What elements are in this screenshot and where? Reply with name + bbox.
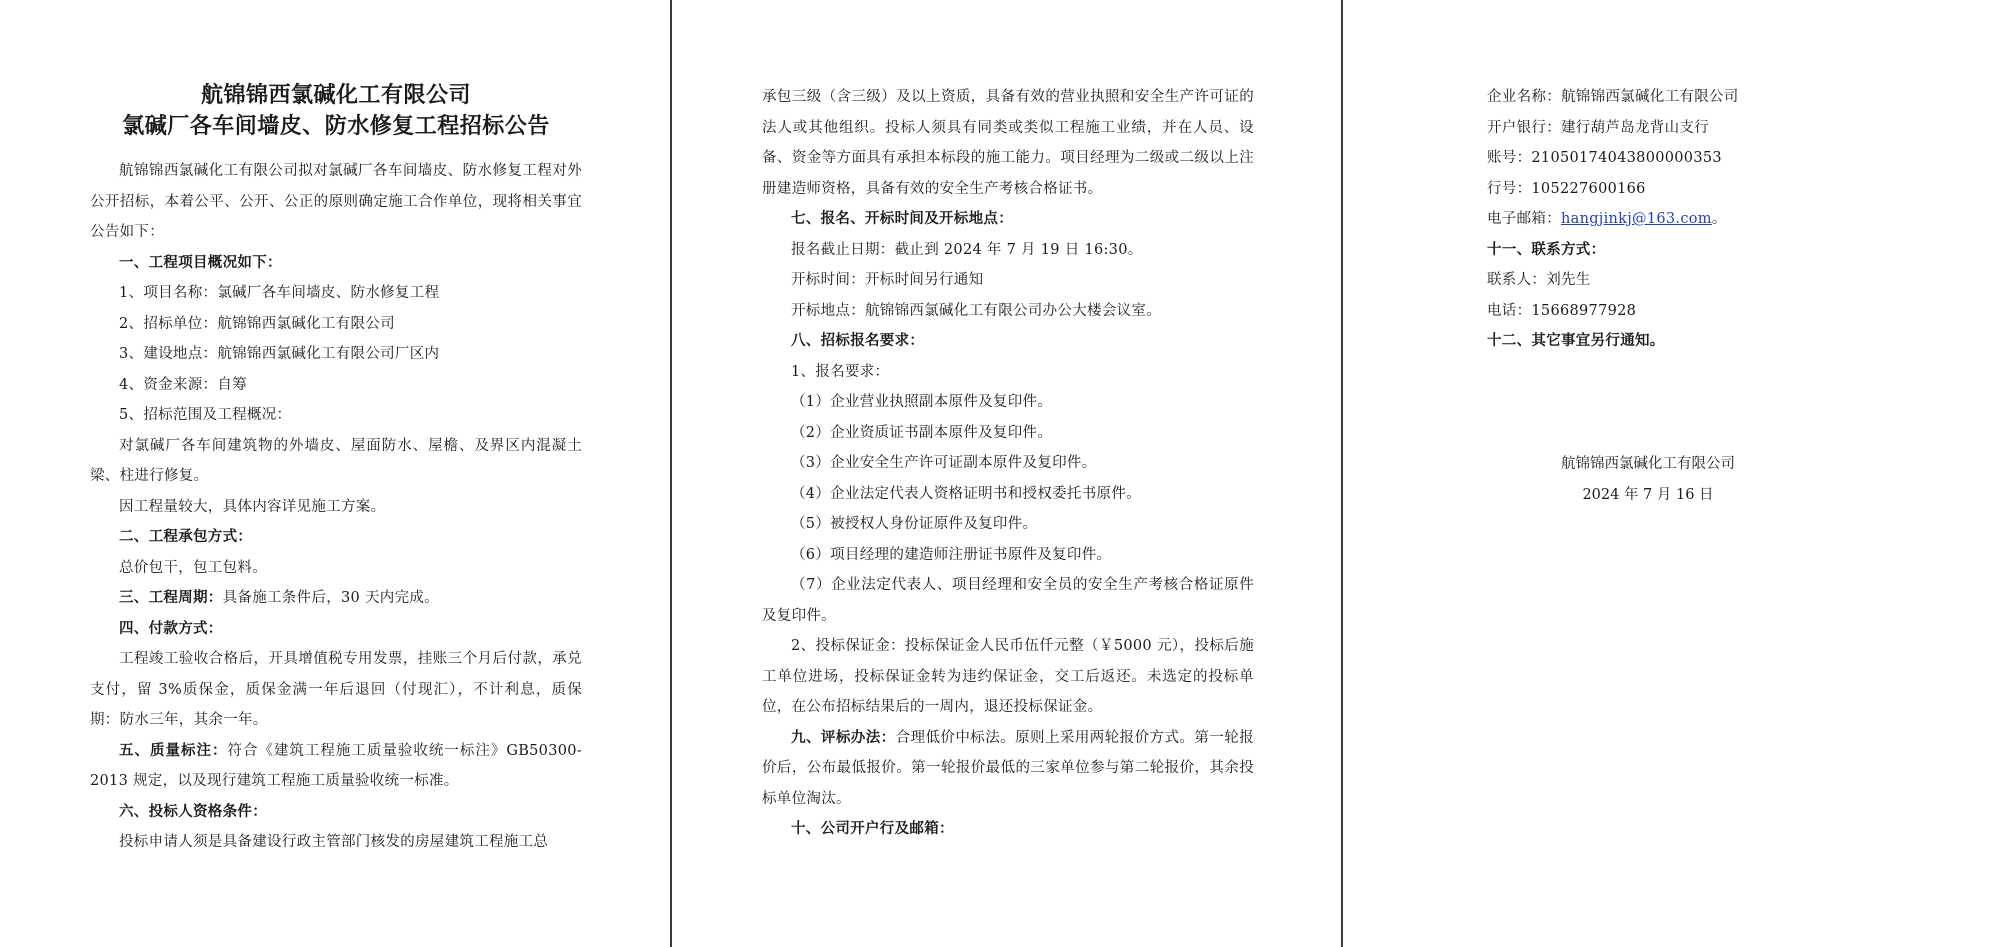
section-10-heading: 十、公司开户行及邮箱： <box>791 820 954 837</box>
section-1-item-4: 4、资金来源：自筹 <box>119 376 247 393</box>
section-1-item-1: 1、项目名称：氯碱厂各车间墙皮、防水修复工程 <box>119 285 440 301</box>
section-7-opening-location: 开标地点：航锦锦西氯碱化工有限公司办公大楼会议室。 <box>791 302 1161 319</box>
title-line-2: 氯碱厂各车间墙皮、防水修复工程招标公告 <box>122 113 550 139</box>
requirement-item: （4）企业法定代表人资格证明书和授权委托书原件。 <box>791 485 1141 502</box>
page-2-content <box>762 82 1254 845</box>
signature-company: 航锦锦西氯碱化工有限公司 <box>1561 456 1735 472</box>
bank-code: 行号：105227600166 <box>1487 180 1646 197</box>
section-1-note: 因工程量较大，具体内容详见施工方案。 <box>119 498 386 515</box>
page-3-content <box>1458 82 1950 357</box>
page-1-content <box>90 80 582 858</box>
intro-paragraph: 航锦锦西氯碱化工有限公司拟对氯碱厂各车间墙皮、防水修复工程对外公开招标，本着公平、公开、公正的原则确定施工合作单位，现将相关事宜公告如下： <box>90 163 582 240</box>
section-9-paragraph <box>762 723 1254 815</box>
section-8-deposit: 2、投标保证金：投标保证金人民币伍仟元整（￥5000 元），投标后施工单位进场，投标保证金转为违约保证金，交工后返还。未选定的投标单位，在公布招标结果后的一周内，退还投标保证金。 <box>762 638 1254 715</box>
contact-phone: 电话：15668977928 <box>1487 302 1637 319</box>
section-7-deadline: 报名截止日期：截止到 2024 年 7 月 19 日 16:30。 <box>791 241 1143 258</box>
section-2-heading: 二、工程承包方式： <box>119 528 253 545</box>
page-1 <box>0 0 670 947</box>
section-11-heading: 十一、联系方式： <box>1487 240 1606 258</box>
section-9-body: 合理低价中标法。原则上采用两轮报价方式。第一轮报价后，公布最低报价。第一轮报价最低的三家单位参与第二轮报价，其余投标单位淘汰。 <box>762 729 1254 807</box>
section-1-item-5: 5、招标范围及工程概况： <box>119 407 292 423</box>
bank-name: 开户银行：建行葫芦岛龙背山支行 <box>1487 119 1709 136</box>
requirement-item: （3）企业安全生产许可证副本原件及复印件。 <box>791 455 1097 471</box>
section-4-heading: 四、付款方式： <box>119 619 223 637</box>
section-1-item-2: 2、招标单位：航锦锦西氯碱化工有限公司 <box>119 315 395 332</box>
account-number: 账号：21050174043800000353 <box>1487 150 1722 166</box>
section-2-body: 总价包干，包工包料。 <box>119 559 267 576</box>
section-5-paragraph <box>90 736 582 797</box>
section-8-heading: 八、招标报名要求： <box>791 332 925 349</box>
section-3-body: 具备施工条件后，30 天内完成。 <box>222 590 439 606</box>
email-prefix: 电子邮箱： <box>1487 211 1561 227</box>
section-9-heading: 九、评标办法： <box>791 728 896 746</box>
section-6-body-continued: 承包三级（含三级）及以上资质，具备有效的营业执照和安全生产许可证的法人或其他组织。投标人须具有同类或类似工程施工业绩，并在人员、设备、资金等方面具有承担本标段的施工能力。项目经理为二级或二级以上注册建造师资格，具备有效的安全生产考核合格证书。 <box>762 89 1254 197</box>
requirement-item: （7）企业法定代表人、项目经理和安全员的安全生产考核合格证原件及复印件。 <box>762 577 1254 624</box>
page-3 <box>1341 0 2011 947</box>
page-2 <box>670 0 1341 947</box>
section-3-heading: 三、工程周期： <box>119 589 223 606</box>
section-6-heading: 六、投标人资格条件： <box>119 802 267 820</box>
email-line <box>1458 204 1950 235</box>
signature-date: 2024 年 7 月 16 日 <box>1582 486 1714 503</box>
signature-block <box>1458 449 1838 510</box>
company-name: 企业名称：航锦锦西氯碱化工有限公司 <box>1487 89 1739 105</box>
section-7-heading: 七、报名、开标时间及开标地点： <box>791 210 1013 227</box>
requirement-item: （6）项目经理的建造师注册证书原件及复印件。 <box>791 546 1112 563</box>
section-7-opening-time: 开标时间：开标时间另行通知 <box>791 272 984 288</box>
email-suffix: 。 <box>1711 211 1727 227</box>
section-1-scope: 对氯碱厂各车间建筑物的外墙皮、屋面防水、屋檐、及界区内混凝土梁、柱进行修复。 <box>90 437 582 484</box>
contact-person: 联系人：刘先生 <box>1487 272 1591 288</box>
section-8-sub-1: 1、报名要求： <box>791 363 890 380</box>
section-1-heading: 一、工程项目概况如下： <box>119 253 282 271</box>
section-1-item-3: 3、建设地点：航锦锦西氯碱化工有限公司厂区内 <box>119 346 440 362</box>
section-5-body: 符合《建筑工程施工质量验收统一标注》GB50300-2013 规定，以及现行建筑工程施工质量验收统一标准。 <box>90 742 582 789</box>
section-5-heading: 五、质量标注： <box>119 741 228 759</box>
section-12-heading: 十二、其它事宜另行通知。 <box>1487 332 1665 349</box>
requirement-item: （1）企业营业执照副本原件及复印件。 <box>791 394 1053 410</box>
section-3-line <box>90 583 582 614</box>
requirement-item: （5）被授权人身份证原件及复印件。 <box>791 516 1038 532</box>
email-link[interactable]: hangjinkj@163.com <box>1561 211 1712 227</box>
section-6-body-start: 投标申请人须是具备建设行政主管部门核发的房屋建筑工程施工总 <box>119 834 549 850</box>
requirement-item: （2）企业资质证书副本原件及复印件。 <box>791 424 1053 441</box>
section-4-body: 工程竣工验收合格后，开具增值税专用发票，挂账三个月后付款，承兑支付，留 3%质保金，质保金满一年后退回（付现汇），不计利息，质保期：防水三年，其余一年。 <box>90 651 582 728</box>
document-title <box>90 80 582 142</box>
title-line-1: 航锦锦西氯碱化工有限公司 <box>200 82 471 108</box>
